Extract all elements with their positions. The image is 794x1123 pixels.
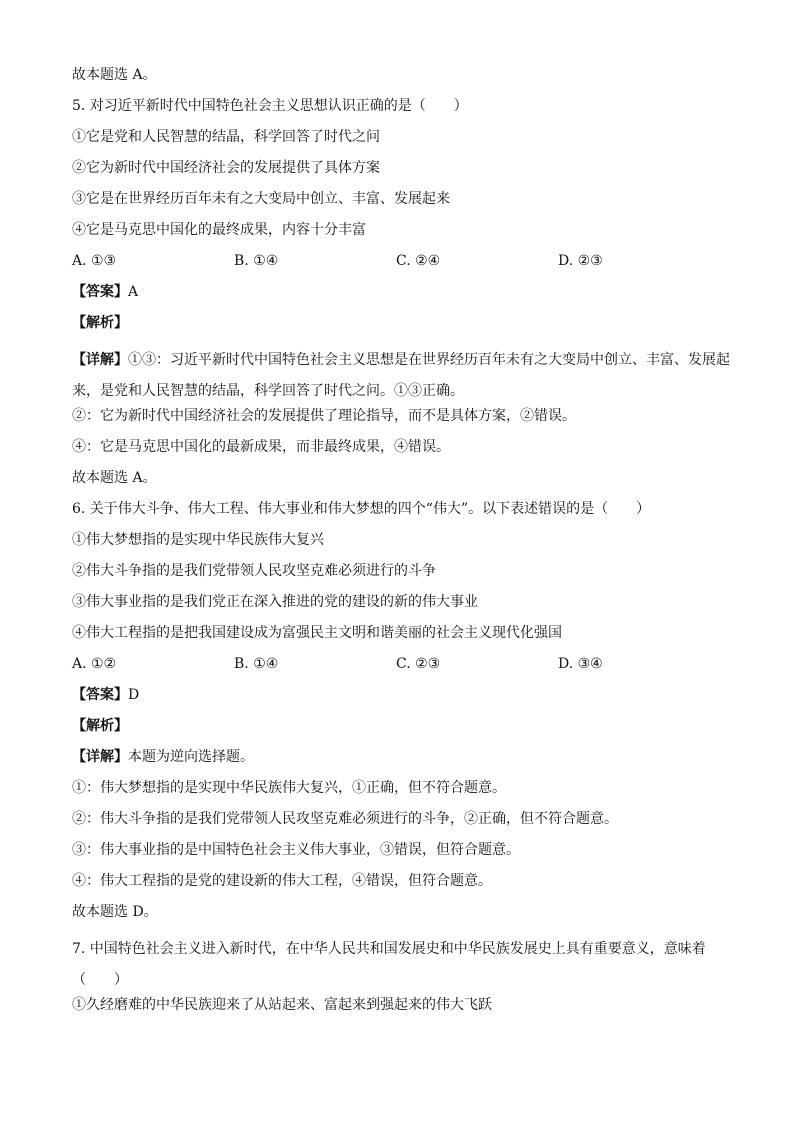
question-6-statement-1: ①伟大梦想指的是实现中华民族伟大复兴: [72, 532, 324, 548]
question-6-answer: [72, 686, 732, 717]
question-6-detail-3: ③：伟大事业指的是中国特色社会主义伟大事业，③错误，但符合题意。: [72, 842, 520, 858]
question-5-detail-3: ④：它是马克思中国化的最新成果，而非最终成果，④错误。: [72, 439, 450, 455]
question-6-analysis-tag: 【解析】: [72, 718, 128, 734]
detail-tag: 【详解】: [72, 749, 128, 765]
option-a: A. ①②: [72, 656, 117, 672]
answer-value: D: [128, 687, 140, 703]
detail-text: 本题为逆向选择题。: [128, 749, 254, 765]
question-6-detail-0: [72, 748, 732, 779]
option-b: B. ①④: [234, 656, 279, 672]
question-6-statement-2: ②伟大斗争指的是我们党带领人民攻坚克难必须进行的斗争: [72, 563, 436, 579]
question-5-statement-2: ②它为新时代中国经济社会的发展提供了具体方案: [72, 160, 380, 176]
question-5-analysis-tag: 【解析】: [72, 315, 128, 331]
question-5-statement-4: ④它是马克思中国化的最终成果，内容十分丰富: [72, 222, 366, 238]
question-6-statement-4: ④伟大工程指的是把我国建设成为富强民主文明和谐美丽的社会主义现代化强国: [72, 625, 562, 641]
conclusion-line: 故本题选 A。: [72, 67, 157, 83]
option-b: B. ①④: [234, 253, 279, 269]
option-c: C. ②④: [396, 253, 441, 269]
question-5-detail-1: [72, 345, 732, 407]
detail-text: ①③：习近平新时代中国特色社会主义思想是在世界经历百年未有之大变局中创立、丰富、发展起来，是党和人民智慧的结晶，科学回答了时代之问。①③正确。: [72, 352, 730, 399]
question-6-detail-4: ④：伟大工程指的是党的建设新的伟大工程，④错误，但符合题意。: [72, 873, 492, 889]
document-page: [72, 66, 732, 1027]
question-5-conclusion: 故本题选 A。: [72, 470, 157, 486]
question-6-conclusion: 故本题选 D。: [72, 904, 158, 920]
question-5-answer: [72, 283, 732, 314]
question-6-stem: 6. 关于伟大斗争、伟大工程、伟大事业和伟大梦想的四个“伟大”。以下表述错误的是（ ）: [72, 501, 651, 517]
answer-tag: 【答案】: [72, 284, 128, 300]
question-6-statement-3: ③伟大事业指的是我们党正在深入推进的党的建设的新的伟大事业: [72, 594, 478, 610]
answer-value: A: [128, 284, 139, 300]
question-6-options: [72, 655, 732, 686]
question-5-detail-2: ②：它为新时代中国经济社会的发展提供了理论指导，而不是具体方案，②错误。: [72, 408, 576, 424]
option-d: D. ③④: [558, 656, 603, 672]
question-5-statement-3: ③它是在世界经历百年未有之大变局中创立、丰富、发展起来: [72, 191, 450, 207]
question-5-options: [72, 252, 732, 283]
question-6-detail-2: ②：伟大斗争指的是我们党带领人民攻坚克难必须进行的斗争，②正确，但不符合题意。: [72, 811, 618, 827]
option-c: C. ②③: [396, 656, 441, 672]
answer-tag: 【答案】: [72, 687, 128, 703]
option-d: D. ②③: [558, 253, 603, 269]
question-7-stem: 7. 中国特色社会主义进入新时代，在中华人民共和国发展史和中华民族发展史上具有重要意义，意味着（ ）: [72, 941, 706, 988]
option-a: A. ①③: [72, 253, 117, 269]
question-5-stem: 5. 对习近平新时代中国特色社会主义思想认识正确的是（ ）: [72, 98, 468, 114]
question-5-statement-1: ①它是党和人民智慧的结晶，科学回答了时代之问: [72, 129, 380, 145]
question-6-detail-1: ①：伟大梦想指的是实现中华民族伟大复兴，①正确，但不符合题意。: [72, 780, 506, 796]
question-7-statement-1: ①久经磨难的中华民族迎来了从站起来、富起来到强起来的伟大飞跃: [72, 997, 492, 1013]
detail-tag: 【详解】: [72, 352, 128, 368]
